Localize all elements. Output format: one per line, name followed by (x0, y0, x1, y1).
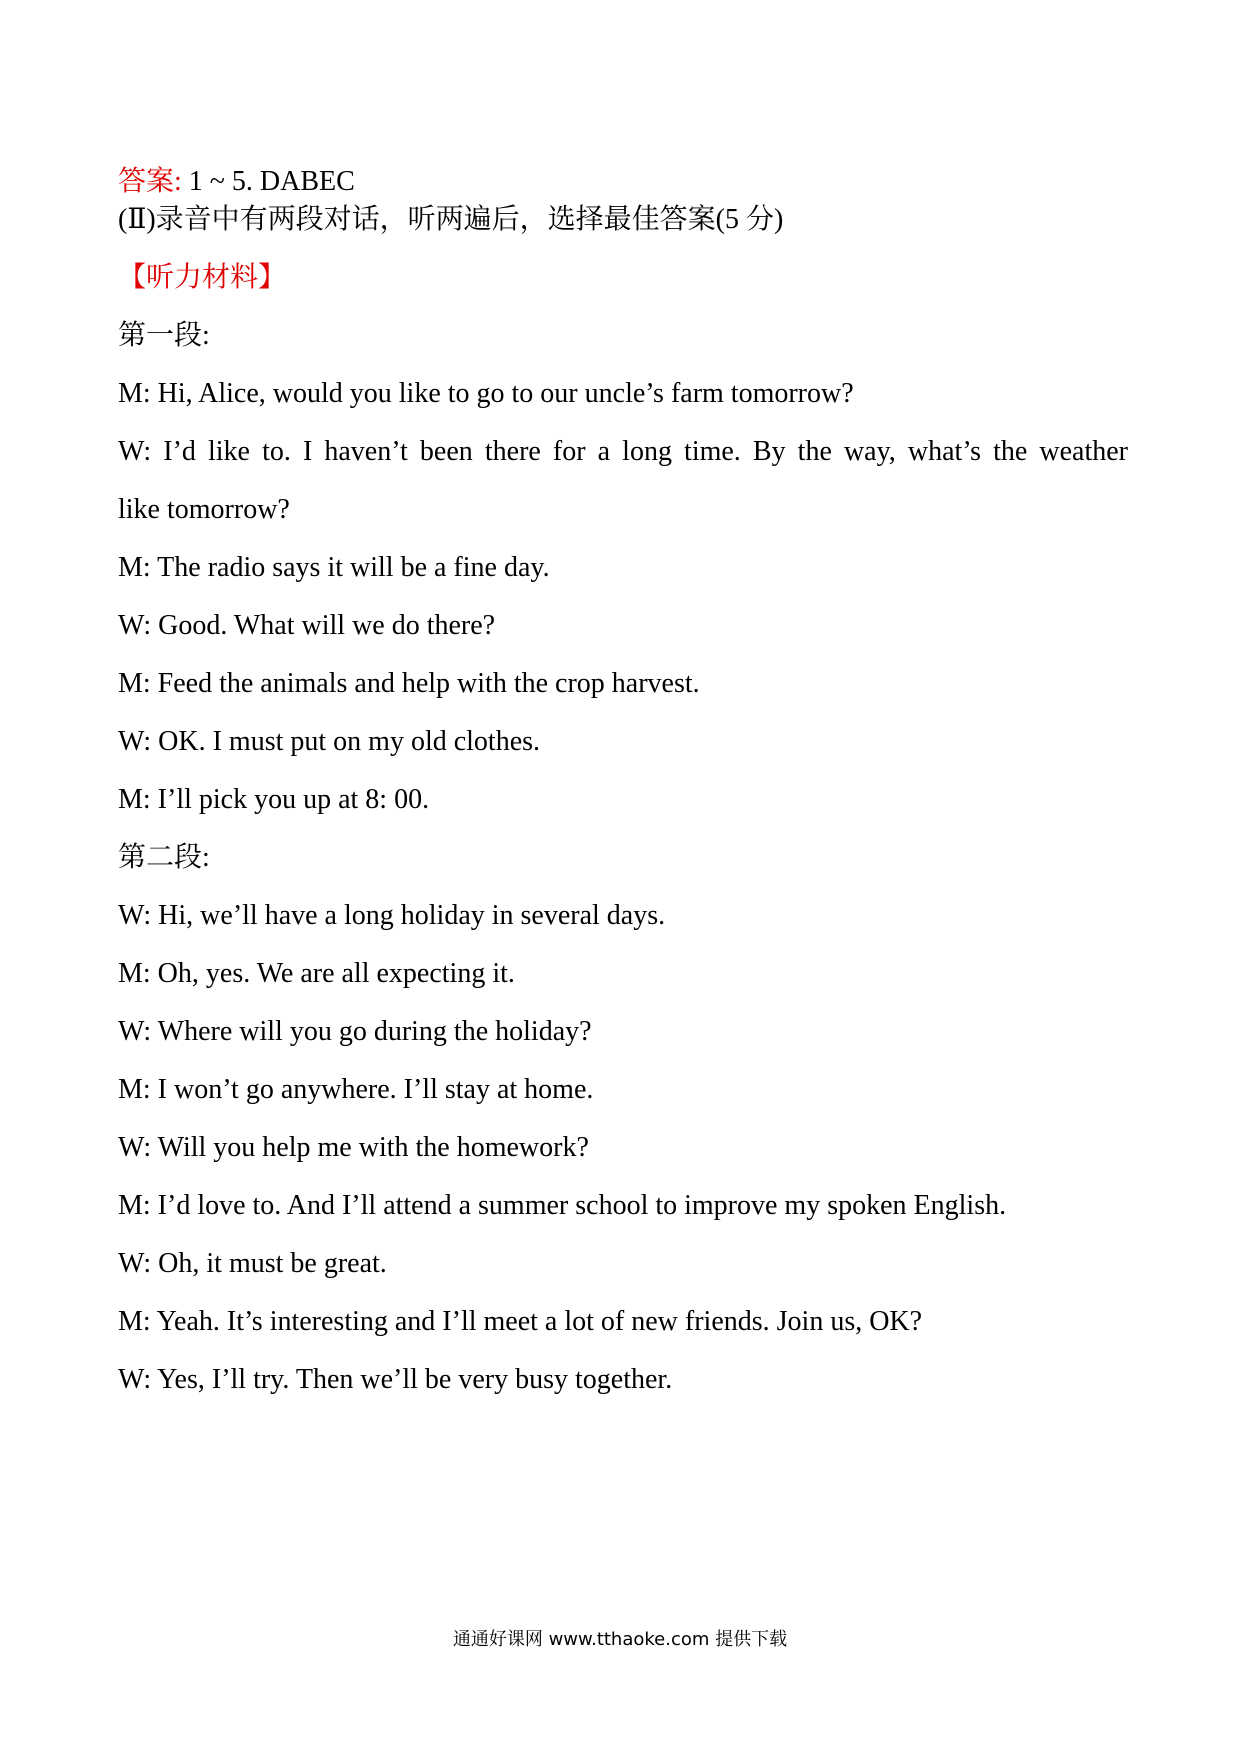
dialogue-line: M: Oh, yes. We are all expecting it. (118, 958, 515, 989)
dialogue-line: M: The radio says it will be a fine day. (118, 552, 550, 583)
dialogue-line: W: Will you help me with the homework? (118, 1132, 589, 1163)
segment-2-title: 第二段: (118, 842, 210, 873)
segment-1-title: 第一段: (118, 320, 210, 351)
dialogue-line: M: I’d love to. And I’ll attend a summer school to improve my spoken English. (118, 1190, 1007, 1221)
answer-line (118, 162, 1128, 202)
dialogue-line: W: I’d like to. I haven’t been there for a long time. By the way, what’s the weather (118, 436, 1128, 467)
dialogue-line: M: Hi, Alice, would you like to go to our uncle’s farm tomorrow? (118, 378, 854, 409)
dialogue-line: M: I’ll pick you up at 8: 00. (118, 784, 430, 815)
dialogue-line: W: Where will you go during the holiday? (118, 1016, 592, 1047)
dialogue-line: W: Oh, it must be great. (118, 1248, 387, 1279)
dialogue-line: M: I won’t go anywhere. I’ll stay at home. (118, 1074, 594, 1105)
dialogue-line: like tomorrow? (118, 494, 290, 525)
dialogue-line: W: Hi, we’ll have a long holiday in several days. (118, 900, 666, 931)
dialogue-line: W: Good. What will we do there? (118, 610, 496, 641)
answer-value: 1 ~ 5. DABEC (181, 166, 355, 197)
dialogue-line: M: Feed the animals and help with the crop harvest. (118, 668, 700, 699)
answer-label: 答案: (118, 166, 182, 197)
section-heading: (Ⅱ)录音中有两段对话，听两遍后，选择最佳答案(5 分) (118, 204, 784, 235)
dialogue-line: W: OK. I must put on my old clothes. (118, 726, 541, 757)
listening-material-label: 【听力材料】 (118, 262, 287, 293)
page-footer: 通通好课网 www.tthaoke.com 提供下载 (452, 1629, 788, 1650)
dialogue-line: W: Yes, I’ll try. Then we’ll be very busy together. (118, 1364, 673, 1395)
dialogue-line: M: Yeah. It’s interesting and I’ll meet a lot of new friends. Join us, OK? (118, 1306, 923, 1337)
